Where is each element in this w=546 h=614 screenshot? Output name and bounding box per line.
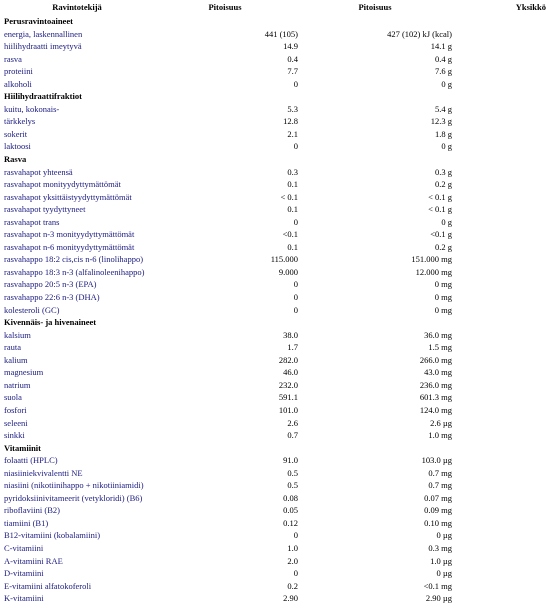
content-value-2: 5.4 g — [435, 103, 452, 114]
nutrient-name[interactable]: niasiiniekvivalentti NE — [4, 467, 83, 478]
table-row — [0, 191, 546, 204]
content-value-1: 12.8 — [283, 116, 298, 127]
content-value-2: 0 µg — [436, 568, 452, 579]
content-value-1: 2.90 — [283, 593, 298, 604]
nutrient-name[interactable]: rasvahapot yksittäistyydyttymättömät — [4, 191, 132, 202]
table-row — [0, 278, 546, 291]
column-header-content-2: Pitoisuus — [358, 2, 392, 12]
content-value-1: 0 — [293, 568, 298, 579]
section-header-row — [0, 442, 546, 455]
content-value-2: 0.7 mg — [428, 480, 452, 491]
content-value-2: 2.6 µg — [430, 417, 452, 428]
content-value-2: 0.2 g — [435, 179, 452, 190]
nutrient-name[interactable]: tiamiini (B1) — [4, 517, 49, 528]
content-value-2: 1.5 mg — [428, 342, 452, 353]
content-value-2: 0 µg — [436, 530, 452, 541]
content-value-1: 0.5 — [287, 467, 298, 478]
nutrient-name[interactable]: rasva — [4, 53, 22, 64]
section-title: Kivennäis- ja hivenaineet — [4, 317, 97, 328]
content-value-1: 0 — [293, 279, 298, 290]
content-value-2: 0.7 mg — [428, 467, 452, 478]
section-title: Hiilihydraattifraktiot — [4, 91, 82, 102]
table-row — [0, 542, 546, 555]
nutrient-name[interactable]: rasvahappo 18:3 n-3 (alfalinoleenihappo) — [4, 266, 145, 277]
content-value-2: 103.0 µg — [421, 455, 452, 466]
content-value-1: 0 — [293, 304, 298, 315]
nutrient-name[interactable]: rauta — [4, 342, 21, 353]
nutrient-name[interactable]: hiilihydraatti imeytyvä — [4, 41, 82, 52]
content-value-2: 43.0 mg — [424, 367, 452, 378]
content-value-1: < 0.1 — [280, 191, 298, 202]
table-row — [0, 555, 546, 568]
section-title: Vitamiinit — [4, 442, 41, 453]
table-row — [0, 78, 546, 91]
nutrient-name[interactable]: pyridoksiinivitameerit (vetykloridi) (B6) — [4, 492, 143, 503]
table-row — [0, 417, 546, 430]
nutrient-name[interactable]: rasvahappo 22:6 n-3 (DHA) — [4, 292, 100, 303]
table-row — [0, 379, 546, 392]
nutrient-name[interactable]: riboflaviini (B2) — [4, 505, 60, 516]
content-value-2: 0 g — [441, 141, 452, 152]
nutrient-name[interactable]: seleeni — [4, 417, 28, 428]
content-value-2: 14.1 g — [430, 41, 452, 52]
content-value-2: 0.07 mg — [424, 492, 452, 503]
content-value-1: 38.0 — [283, 329, 298, 340]
content-value-1: 232.0 — [278, 379, 298, 390]
content-value-1: 441 (105) — [264, 28, 298, 39]
content-value-1: 0.4 — [287, 53, 298, 64]
table-row — [0, 140, 546, 153]
table-row — [0, 241, 546, 254]
table-row — [0, 366, 546, 379]
table-body — [0, 15, 546, 605]
content-value-2: <0.1 mg — [423, 580, 452, 591]
content-value-1: 5.3 — [287, 103, 298, 114]
table-row — [0, 391, 546, 404]
content-value-1: 0 — [293, 78, 298, 89]
table-row — [0, 216, 546, 229]
content-value-2: 0.4 g — [435, 53, 452, 64]
table-row — [0, 354, 546, 367]
content-value-1: 46.0 — [283, 367, 298, 378]
content-value-2: 0 mg — [434, 279, 452, 290]
nutrient-name[interactable]: rasvahapot tyydyttyneet — [4, 204, 86, 215]
content-value-1: 0.7 — [287, 430, 298, 441]
nutrient-name[interactable]: C-vitamiini — [4, 542, 44, 553]
content-value-2: 0.09 mg — [424, 505, 452, 516]
content-value-2: 427 (102) kJ (kcal) — [387, 28, 452, 39]
nutrient-name[interactable]: rasvahappo 20:5 n-3 (EPA) — [4, 279, 97, 290]
content-value-1: 0.3 — [287, 166, 298, 177]
table-row — [0, 479, 546, 492]
section-header-row — [0, 15, 546, 28]
content-value-1: 91.0 — [283, 455, 298, 466]
table-row — [0, 592, 546, 605]
content-value-2: 0 mg — [434, 304, 452, 315]
section-title: Perusravintoaineet — [4, 16, 73, 26]
table-row — [0, 103, 546, 116]
content-value-2: 1.0 mg — [428, 430, 452, 441]
column-header-nutrient: Ravintotekijä — [52, 2, 102, 12]
content-value-1: 0.2 — [287, 580, 298, 591]
table-row — [0, 166, 546, 179]
content-value-2: <0.1 g — [430, 229, 452, 240]
nutrient-name[interactable]: B12-vitamiini (kobalamiini) — [4, 530, 101, 541]
content-value-2: 2.90 µg — [425, 593, 452, 604]
table-row — [0, 28, 546, 41]
content-value-2: 601.3 mg — [419, 392, 452, 403]
nutrient-name[interactable]: rasvahapot n-3 monityydyttymättömät — [4, 229, 135, 240]
table-row — [0, 291, 546, 304]
content-value-2: 36.0 mg — [424, 329, 452, 340]
content-value-2: 0 g — [441, 216, 452, 227]
content-value-1: 0.12 — [283, 517, 298, 528]
table-row — [0, 454, 546, 467]
content-value-1: 9.000 — [278, 266, 298, 277]
table-row — [0, 128, 546, 141]
nutrient-name[interactable]: suola — [4, 392, 22, 403]
section-header-row — [0, 316, 546, 329]
table-row — [0, 467, 546, 480]
content-value-2: 0 mg — [434, 292, 452, 303]
content-value-2: 0.3 g — [435, 166, 452, 177]
content-value-2: 124.0 mg — [419, 404, 452, 415]
content-value-1: 0.5 — [287, 480, 298, 491]
nutrient-name[interactable]: kolesteroli (GC) — [4, 304, 60, 315]
section-header-row — [0, 153, 546, 166]
content-value-1: 0.1 — [287, 241, 298, 252]
content-value-2: < 0.1 g — [428, 204, 452, 215]
nutrient-name[interactable]: niasiini (nikotiinihappo + nikotiiniamidi) — [4, 480, 144, 491]
nutrient-name[interactable]: kalium — [4, 354, 28, 365]
content-value-1: <0.1 — [282, 229, 298, 240]
table-row — [0, 580, 546, 593]
nutrient-name[interactable]: E-vitamiini alfatokoferoli — [4, 580, 92, 591]
nutrient-name[interactable]: kalsium — [4, 329, 31, 340]
content-value-2: 1.8 g — [435, 128, 452, 139]
nutrient-name[interactable]: sokerit — [4, 128, 28, 139]
content-value-1: 1.0 — [287, 542, 298, 553]
table-row — [0, 53, 546, 66]
column-header-content-1: Pitoisuus — [208, 2, 242, 12]
nutrient-name[interactable]: tärkkelys — [4, 116, 36, 127]
content-value-1: 115.000 — [270, 254, 298, 265]
table-row — [0, 329, 546, 342]
nutrient-name[interactable]: rasvahapot trans — [4, 216, 60, 227]
table-row — [0, 504, 546, 517]
content-value-2: 151.000 mg — [411, 254, 452, 265]
table-row — [0, 203, 546, 216]
table-row — [0, 115, 546, 128]
content-value-1: 0.05 — [283, 505, 298, 516]
content-value-1: 0.08 — [283, 492, 298, 503]
content-value-1: 101.0 — [278, 404, 298, 415]
table-row — [0, 517, 546, 530]
content-value-2: 12.3 g — [430, 116, 452, 127]
content-value-1: 0 — [293, 141, 298, 152]
content-value-1: 0.1 — [287, 204, 298, 215]
content-value-1: 282.0 — [278, 354, 298, 365]
content-value-2: 0 g — [441, 78, 452, 89]
content-value-2: 0.3 mg — [428, 542, 452, 553]
nutrient-name[interactable]: rasvahapot yhteensä — [4, 166, 73, 177]
section-header-row — [0, 90, 546, 103]
nutrient-name[interactable]: energia, laskennallinen — [4, 28, 83, 39]
table-row — [0, 40, 546, 53]
content-value-2: 7.6 g — [435, 66, 452, 77]
section-title: Rasva — [4, 154, 27, 165]
nutrient-name[interactable]: magnesium — [4, 367, 44, 378]
content-value-2: 12.000 mg — [415, 266, 452, 277]
table-row — [0, 492, 546, 505]
content-value-2: 0.2 g — [435, 241, 452, 252]
table-row — [0, 266, 546, 279]
content-value-2: < 0.1 g — [428, 191, 452, 202]
nutrient-name[interactable]: rasvahappo 18:2 cis,cis n-6 (linolihappo) — [4, 254, 144, 265]
nutrient-name[interactable]: proteiini — [4, 66, 33, 77]
nutrient-name[interactable]: rasvahapot n-6 monityydyttymättömät — [4, 241, 135, 252]
nutrient-name[interactable]: fosfori — [4, 404, 27, 415]
content-value-2: 236.0 mg — [419, 379, 452, 390]
table-row — [0, 228, 546, 241]
nutrient-name[interactable]: sinkki — [4, 430, 25, 441]
table-row — [0, 429, 546, 442]
nutrient-name[interactable]: laktoosi — [4, 141, 31, 152]
table-row — [0, 304, 546, 317]
content-value-1: 0 — [293, 530, 298, 541]
table-row — [0, 567, 546, 580]
column-header-unit: Yksikkö — [515, 2, 546, 12]
content-value-1: 591.1 — [278, 392, 298, 403]
nutrient-name[interactable]: K-vitamiini — [4, 593, 44, 604]
table-row — [0, 404, 546, 417]
nutrient-name[interactable]: rasvahapot monityydyttymättömät — [4, 179, 121, 190]
table-row — [0, 178, 546, 191]
table-row — [0, 65, 546, 78]
content-value-1: 0 — [293, 292, 298, 303]
content-value-1: 0 — [293, 216, 298, 227]
nutrient-name[interactable]: D-vitamiini — [4, 568, 44, 579]
content-value-1: 14.9 — [283, 41, 298, 52]
content-value-2: 0.10 mg — [424, 517, 452, 528]
nutrient-name[interactable]: alkoholi — [4, 78, 32, 89]
nutrient-name[interactable]: kuitu, kokonais- — [4, 103, 60, 114]
nutrient-name[interactable]: folaatti (HPLC) — [4, 455, 58, 466]
content-value-1: 1.7 — [287, 342, 298, 353]
content-value-1: 2.0 — [287, 555, 298, 566]
table-row — [0, 529, 546, 542]
table-row — [0, 253, 546, 266]
content-value-1: 2.1 — [287, 128, 298, 139]
content-value-1: 7.7 — [287, 66, 298, 77]
nutrient-name[interactable]: natrium — [4, 379, 31, 390]
content-value-1: 2.6 — [287, 417, 298, 428]
nutrient-name[interactable]: A-vitamiini RAE — [4, 555, 63, 566]
content-value-1: 0.1 — [287, 179, 298, 190]
content-value-2: 266.0 mg — [419, 354, 452, 365]
table-row — [0, 341, 546, 354]
content-value-2: 1.0 µg — [430, 555, 452, 566]
